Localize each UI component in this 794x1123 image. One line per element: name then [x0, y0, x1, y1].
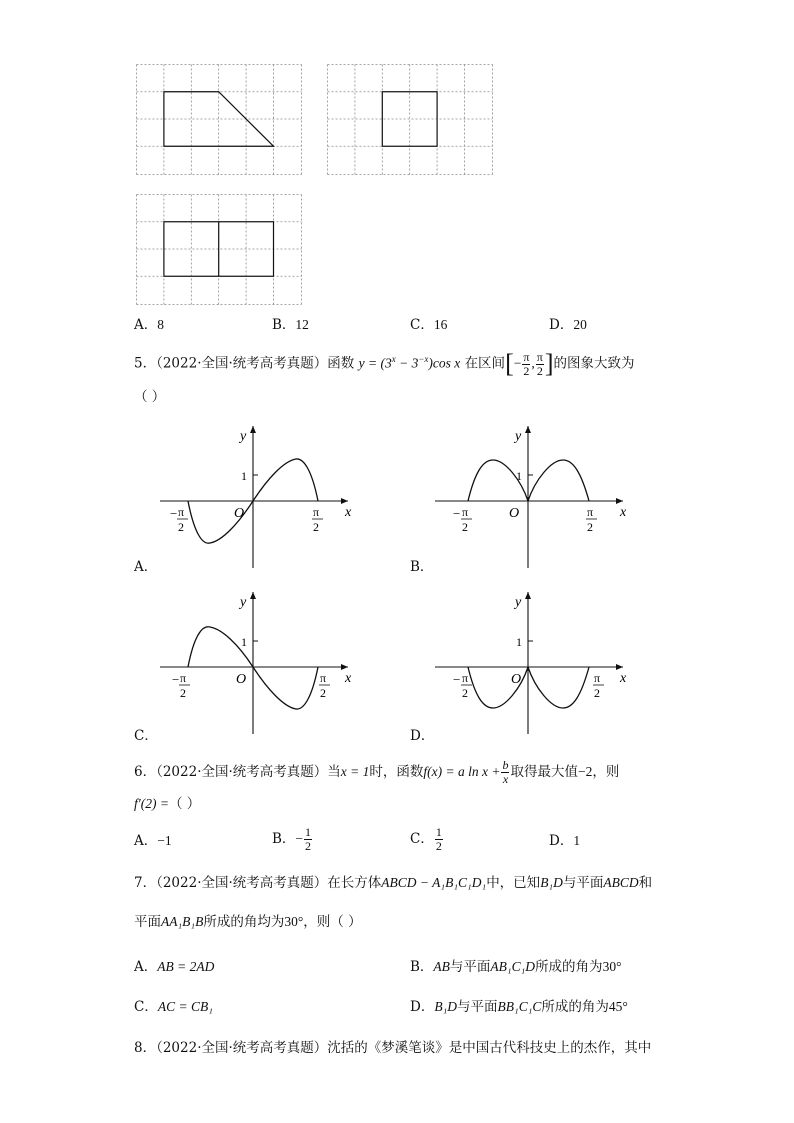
svg-text:π: π	[462, 505, 469, 519]
q4-option-c: C．16	[410, 317, 448, 333]
q5-graph-a	[150, 420, 360, 570]
svg-text:π: π	[178, 505, 185, 519]
svg-text:y: y	[240, 595, 247, 610]
svg-text:O: O	[236, 672, 247, 687]
q5-graph-d	[425, 586, 635, 736]
q5-graph-b	[425, 420, 635, 570]
q6-option-d: D．1	[549, 833, 581, 849]
q4-option-d: D．20	[549, 317, 587, 333]
q5-stem: 5．（2022·全国·统考高考真题）函数 $y = (3^x - 3^{-x})\cos$ x 在区间[− $\frac{\pi}{2}$ , $\frac{\pi}{2}$ ]的图象大致为	[134, 349, 635, 378]
svg-text:2: 2	[594, 686, 600, 700]
q7-option-b: B．AB与平面AB₁C₁D所成的角为30°	[410, 959, 622, 975]
q5-option-b-label: B．	[410, 559, 434, 575]
q6-stem: 6．（2022·全国·统考高考真题）当x = 1时，函数f(x) = a ln x + $\frac{b}{x}$ 取得最大值−2，则	[134, 758, 620, 786]
svg-text:π: π	[320, 671, 327, 685]
svg-text:1: 1	[516, 635, 522, 649]
q4-option-b: B．12	[272, 317, 309, 333]
svg-text:x: x	[620, 505, 627, 520]
q7-option-d: D．B₁D与平面BB₁C₁C所成的角为45°	[410, 999, 628, 1015]
svg-text:2: 2	[462, 686, 468, 700]
q6-option-a: A．−1	[134, 833, 172, 849]
q8-stem: 8．（2022·全国·统考高考真题）沈括的《梦溪笔谈》是中国古代科技史上的杰作，其中	[134, 1040, 652, 1056]
svg-text:2: 2	[462, 520, 468, 534]
q5-graph-c	[150, 586, 360, 736]
svg-text:−: −	[170, 506, 178, 521]
q4-view-2	[327, 64, 493, 175]
q4-view-3	[136, 194, 302, 305]
svg-text:π: π	[594, 671, 601, 685]
svg-text:O: O	[511, 672, 522, 687]
svg-text:1: 1	[241, 635, 247, 649]
q5-answer-paren: （ ）	[134, 389, 166, 405]
q7-stem-line2: 平面AA₁B₁B所成的角均为30°，则（ ）	[134, 914, 362, 930]
svg-text:−: −	[453, 506, 461, 521]
q5-option-a-label: A．	[134, 559, 158, 575]
q7-option-c: C．AC = CB₁	[134, 999, 213, 1015]
q4-view-1	[136, 64, 302, 175]
svg-text:y: y	[515, 595, 522, 610]
q6-option-c: C． $\frac{1}{2}$	[410, 825, 442, 853]
svg-text:y: y	[240, 429, 247, 444]
svg-text:π: π	[462, 671, 469, 685]
q6-line2: f′(2) =（ ）	[134, 796, 201, 812]
svg-text:x: x	[620, 671, 627, 686]
svg-text:π: π	[587, 505, 594, 519]
q6-option-b: B．− $\frac{1}{2}$	[272, 825, 312, 853]
svg-text:2: 2	[178, 520, 184, 534]
q4-option-a: A．8	[134, 317, 164, 333]
svg-text:x: x	[345, 505, 352, 520]
svg-text:−: −	[172, 672, 180, 687]
svg-text:x: x	[345, 671, 352, 686]
q5-option-c-label: C．	[134, 728, 158, 744]
svg-text:O: O	[509, 506, 520, 521]
svg-text:1: 1	[241, 469, 247, 483]
svg-text:O: O	[234, 506, 245, 521]
svg-text:2: 2	[313, 520, 319, 534]
svg-text:−: −	[453, 672, 461, 687]
svg-text:2: 2	[320, 686, 326, 700]
q7-option-a: A．AB = 2AD	[134, 959, 215, 975]
svg-text:π: π	[313, 505, 320, 519]
svg-text:π: π	[180, 671, 187, 685]
q7-stem-line1: 7．（2022·全国·统考高考真题）在长方体ABCD − A₁B₁C₁D₁中，已知B₁D与平面ABCD和	[134, 875, 653, 891]
svg-text:1: 1	[516, 469, 522, 483]
q5-option-d-label: D．	[410, 728, 435, 744]
svg-text:2: 2	[587, 520, 593, 534]
svg-text:2: 2	[180, 686, 186, 700]
svg-text:y: y	[515, 429, 522, 444]
